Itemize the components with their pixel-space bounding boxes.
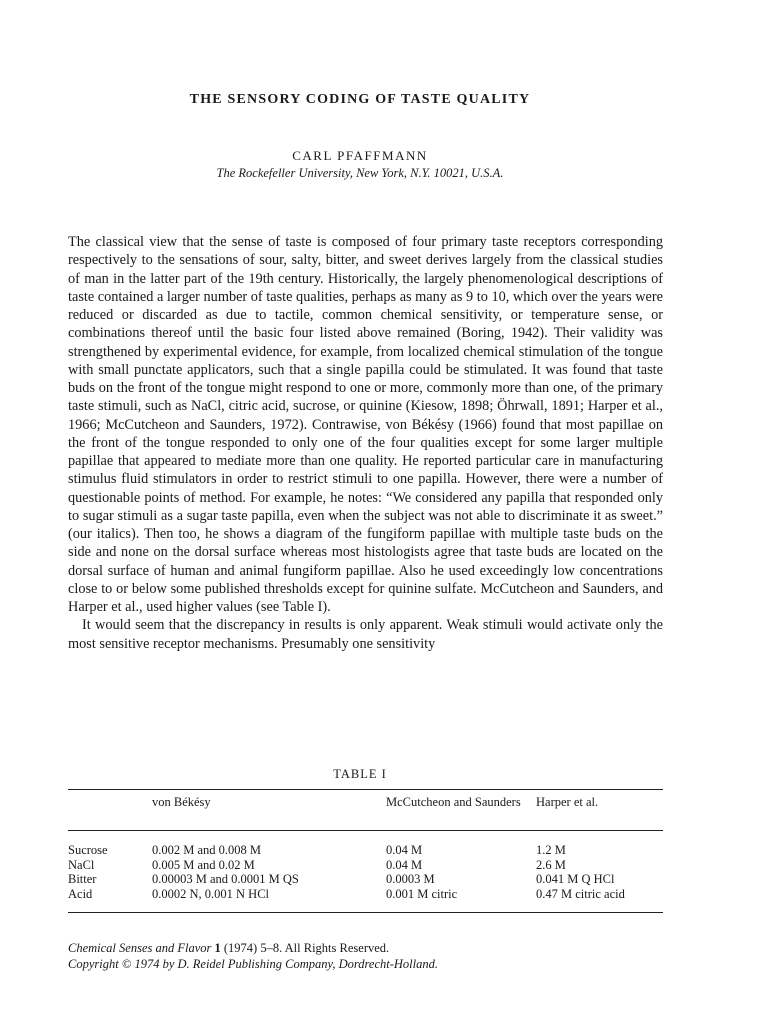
copyright-notice: Copyright © 1974 by D. Reidel Publishing Company, Dordrecht-Holland.: [68, 957, 438, 971]
table-row: [68, 858, 663, 873]
table-header-cell: von Békésy: [152, 795, 211, 809]
table-cell: 0.005 M and 0.02 M: [152, 857, 255, 872]
table-cell: 0.04 M: [386, 843, 423, 857]
table-row: [68, 872, 663, 887]
author-name: CARL PFAFFMANN: [292, 148, 428, 163]
table-caption: TABLE I: [333, 767, 387, 781]
journal-pages: (1974) 5–8. All Rights Reserved.: [223, 941, 390, 955]
data-table: [68, 795, 663, 901]
table-cell: 2.6 M: [536, 857, 566, 872]
page-footer: [68, 940, 668, 972]
table-cell: 0.041 M Q HCl: [536, 872, 615, 886]
table-header-cell: [68, 795, 152, 829]
table-cell: Bitter: [68, 872, 97, 886]
journal-citation: [68, 940, 668, 956]
table-cell: Sucrose: [68, 843, 108, 857]
table-row: [68, 843, 663, 858]
table-cell: 0.002 M and 0.008 M: [152, 843, 262, 857]
table-cell: 1.2 M: [536, 843, 566, 857]
table-header-cell: Harper et al.: [536, 795, 599, 809]
table-header-cell: McCutcheon and Saunders: [386, 795, 521, 809]
author-affiliation: The Rockefeller University, New York, N.Y. 10021, U.S.A.: [216, 166, 504, 180]
table-header-row: [68, 795, 663, 829]
table-cell: 0.00003 M and 0.0001 M QS: [152, 872, 299, 886]
body-paragraph-2: It would seem that the discrepancy in results is only apparent. Weak stimuli would activate only the most sensitive receptor mechanisms. Presumably one sensitivity: [68, 617, 663, 652]
article-body: [68, 233, 663, 653]
table-cell: 0.0003 M: [386, 872, 435, 886]
table-top-rule: [68, 789, 663, 790]
table-cell: 0.04 M: [386, 857, 423, 872]
table-cell: 0.001 M citric: [386, 886, 458, 901]
table-cell: 0.47 M citric acid: [536, 886, 625, 901]
table-bottom-rule: [68, 912, 663, 913]
journal-name: Chemical Senses and Flavor: [68, 941, 212, 955]
article-title: THE SENSORY CODING OF TASTE QUALITY: [189, 92, 531, 107]
table-cell: Acid: [68, 886, 93, 901]
table-cell: 0.0002 N, 0.001 N HCl: [152, 886, 270, 901]
table-cell: NaCl: [68, 857, 95, 872]
table-row: [68, 887, 663, 902]
body-paragraph-1: The classical view that the sense of taste is composed of four primary taste receptors corresponding respectively to the sensations of sour, salty, bitter, and sweet derives largely from the classical studies of man in the latter part of the 19th century. Historically, the largely phenomenological descriptions of taste contained a larger number of taste qualities, perhaps as many as 9 to 10, which over the years were reduced or discarded as due to tactile, common chemical sensitivity, or temperature sense, or combinations thereof until the basic four listed above remained (Boring, 1942). Their validity was strengthened by experimental evidence, for example, from localized chemical stimulation of the tongue with small punctate applicators, such that a single papilla could be stimulated. It was found that taste buds on the front of the tongue might respond to one or more, commonly more than one, of the primary taste stimuli, such as NaCl, citric acid, sucrose, or quinine (Kiesow, 1898; Öhrwall, 1891; Harper et al., 1966; McCutcheon and Saunders, 1972). Contrawise, von Békésy (1966) found that most papillae on the front of the tongue responded to only one of the four qualities except for some larger multiple papillae that appeared to mediate more than one quality. He reported particular care in manufacturing stimulus fluid stimulators in order to restrict stimuli to one papilla. However, there were a number of questionable points of method. For example, he notes: “We considered any papilla that responded only to sugar stimuli as a sugar taste papilla, even when the subject was not able to discriminate it as sweet.” (our italics). Then too, he shows a diagram of the fungiform papillae with multiple taste buds on the side and none on the dorsal surface whereas most histologists agree that taste buds are located on the dorsal surface of human and animal fungiform papillae. Also he used exceedingly low concentrations close to or below some published thresholds except for quinine sulfate. McCutcheon and Saunders, and Harper et al., used higher values (see Table I).: [68, 234, 663, 615]
journal-volume: 1: [214, 941, 221, 955]
